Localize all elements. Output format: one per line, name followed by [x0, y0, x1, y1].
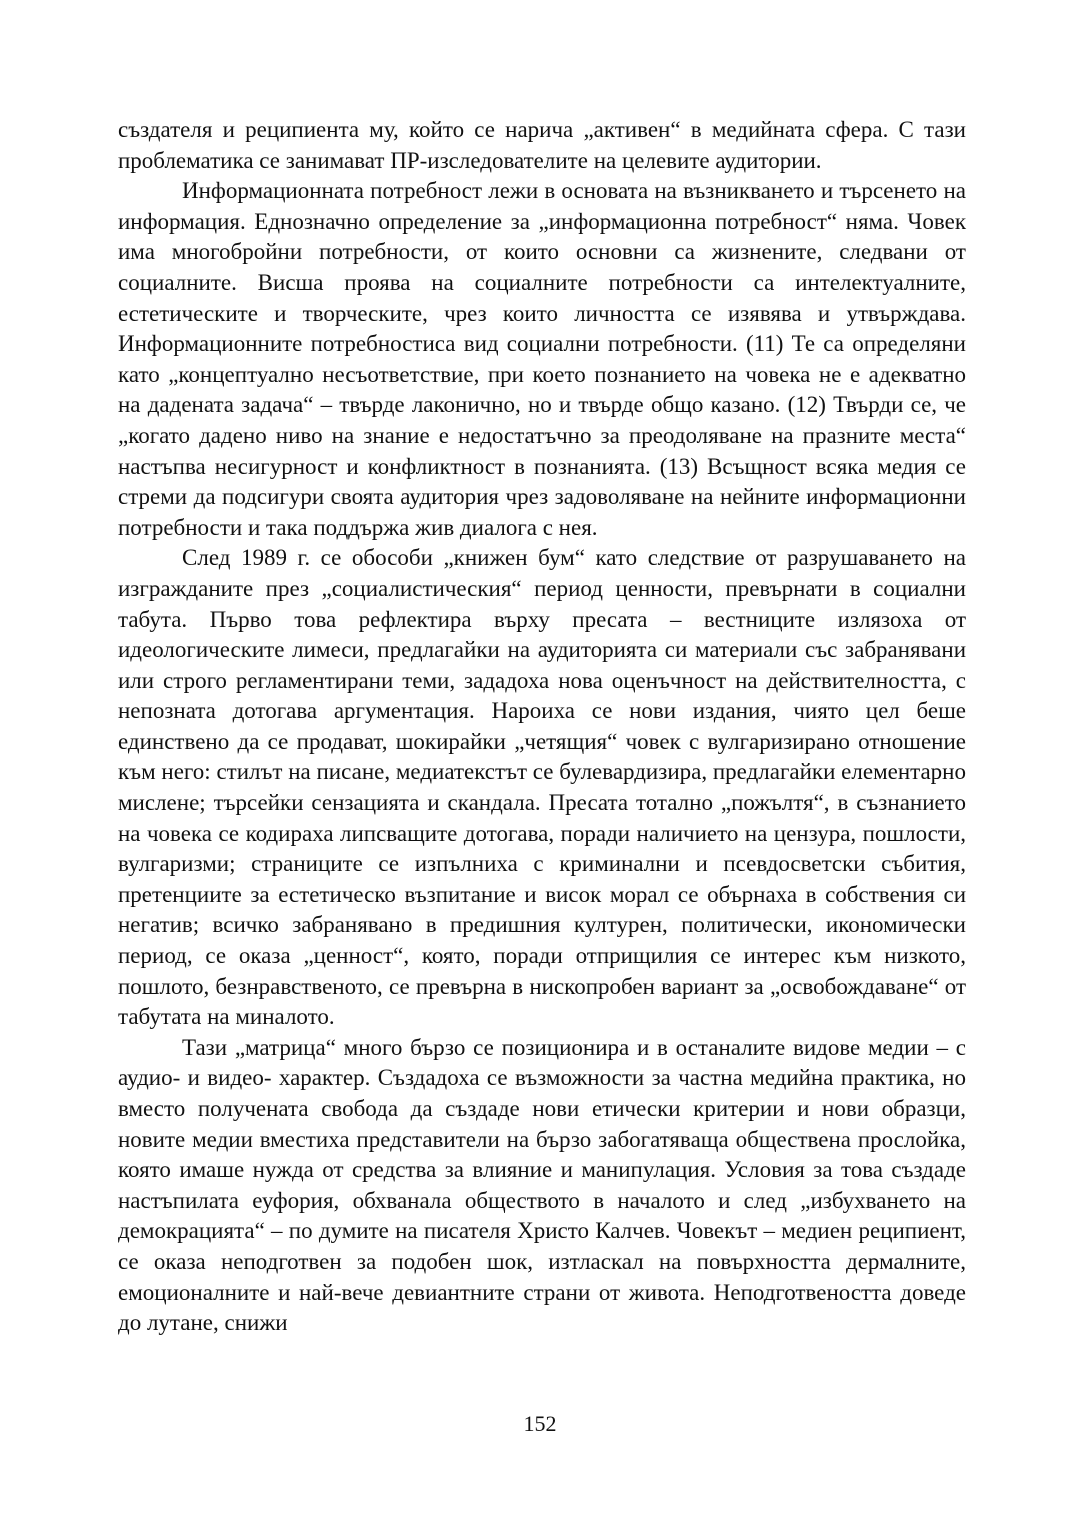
- paragraph-4: Тази „матрица“ много бързо се позиционира и в останалите видове медии – с аудио- и видео- характер. Създадоха се възможности за частна медийна практика, но вместо получената свобода да създаде нови етически критерии и нови образци, новите медии вместиха представители на бързо забогатяваща обществена прослойка, която имаше нужда от средства за влияние и манипулация. Условия за това създаде настъпилата еуфория, обхванала обществото в началото и след „избухването на демокрацията“ – по думите на писателя Христо Калчев. Човекът – медиен реципиент, се оказа неподготвен за подобен шок, изтласкал на повърхността дермалните, емоционалните и най-вече девиантните страни от живота. Неподготвеността доведе до лутане, снижи: [118, 1034, 966, 1336]
- paragraph-2: Информационната потребност лежи в основата на възникването и търсенето на информация. Еднозначно определение за „информационна потребност“ няма. Човек има многобройни потребности, от които основни са жизнените, следвани от социалните. Висша проява на социалните потребности са интелектуалните, естетическите и творческите, чрез които личността се изявява и утвърждава. Информационните потребностиса вид социални потребности. (11) Те са определяни като „концептуално несъответствие, при което познанието на човека не е адекватно на дадената задача“ – твърде лаконично, но и твърде общо казано. (12) Твърди се, че „когато дадено ниво на знание е недостатъчно за преодоляване на празните места“ настъпва несигурност и конфликтност в познанията. (13) Всъщност всяка медия се стреми да подсигури своята аудитория чрез задоволяване на нейните информационни потребности и така поддържа жив диалога с нея.: [118, 178, 966, 540]
- paragraph-3: След 1989 г. се обособи „книжен бум“ като следствие от разрушаването на изгражданите през „социалистическия“ период ценности, превърнати в социални табута. Първо това рефлектира върху пресата – вестниците излязоха от идеологическите лимеси, предлагайки на аудиторията си материали със забранявани или строго регламентирани теми, зададоха нова оценъчност на действителността, с непозната дотогава аргументация. Нароиха се нови издания, чиято цел беше единствено да се продават, шокирайки „четящия“ човек с вулгаризирано отношение към него: стилът на писане, медиатекстът се булевардизира, предлагайки елементарно мислене; търсейки сензацията и скандала. Пресата тотално „пожълтя“, в съзнанието на човека се кодираха липсващите дотогава, поради наличието на цензура, пошлости, вулгаризми; страниците се изпълниха с криминални и псевдосветски събития, претенциите за естетическо възпитание и висок морал се обърнаха в собствения си негатив; всичко забранявано в предишния културен, политически, икономически период, се оказа „ценност“, която, поради отприщилия се интерес към низкото, пошлото, безнравственото, се превърна в нископробен вариант за „освобождаване“ от табутата на миналото.: [118, 545, 966, 1030]
- paragraph-1: създателя и реципиента му, който се нарича „активен“ в медийната сфера. С тази проблематика се занимават ПР-изследователите на целевите аудитории.: [118, 117, 966, 173]
- page-number: 152: [523, 1411, 557, 1436]
- page-body: [118, 115, 966, 1339]
